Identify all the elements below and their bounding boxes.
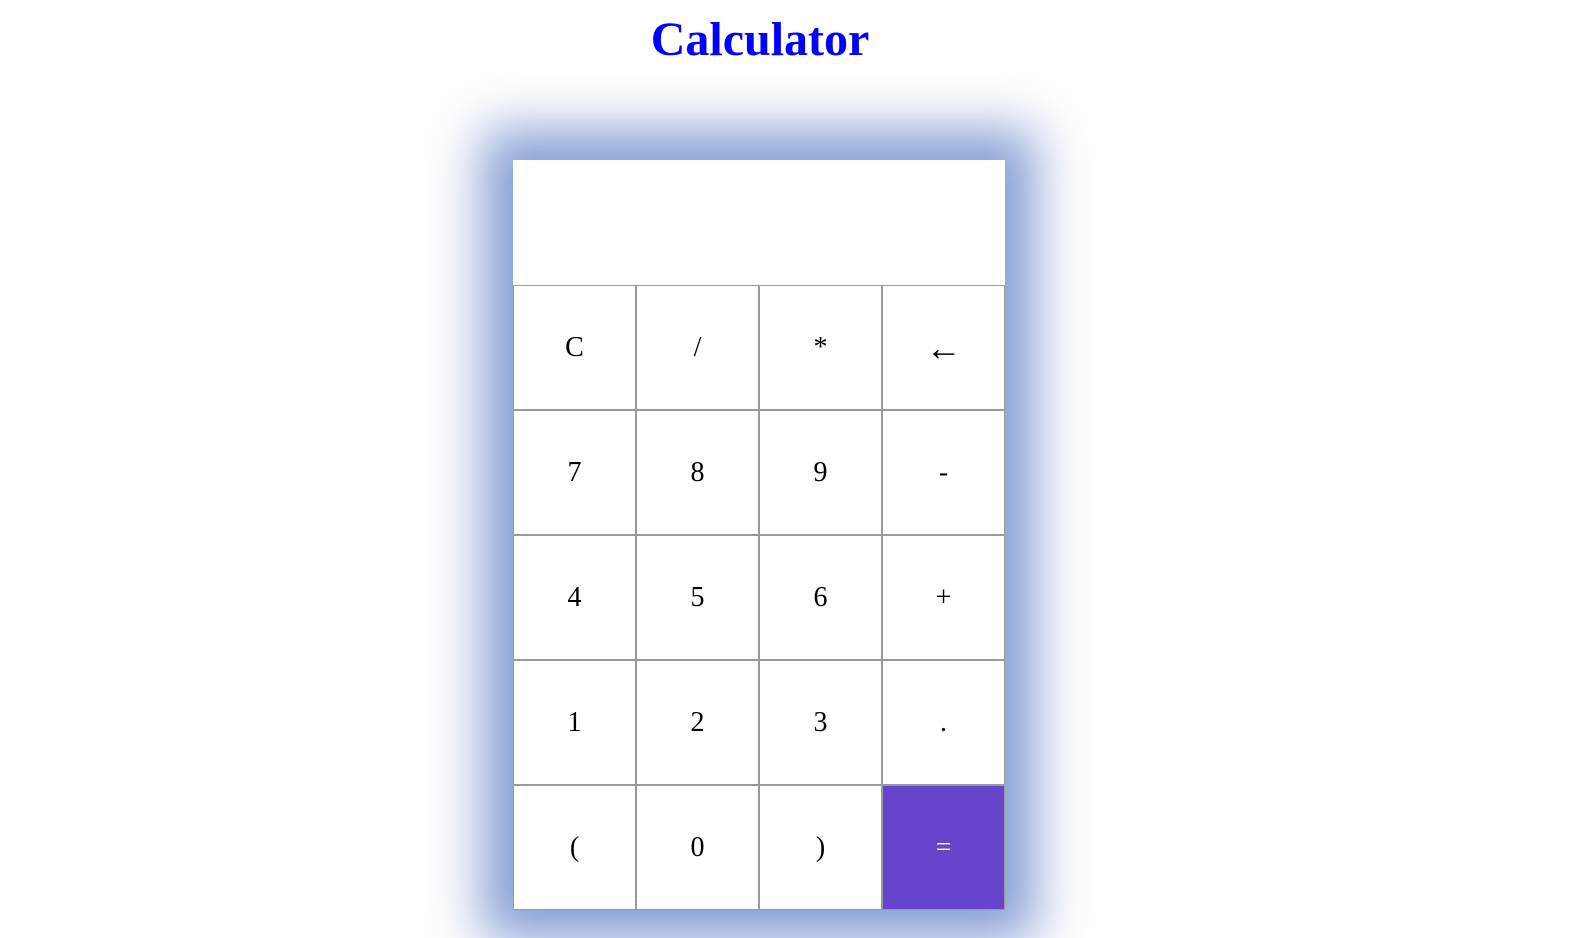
subtract-button[interactable]: - (882, 410, 1005, 535)
digit-1-button[interactable]: 1 (513, 660, 636, 785)
divide-button[interactable]: / (636, 285, 759, 410)
calculator-display[interactable] (513, 160, 1005, 285)
digit-0-button[interactable]: 0 (636, 785, 759, 910)
keypad (513, 285, 1005, 910)
open-paren-button[interactable]: ( (513, 785, 636, 910)
clear-button[interactable]: C (513, 285, 636, 410)
digit-9-button[interactable]: 9 (759, 410, 882, 535)
backspace-button[interactable]: ← (882, 285, 1005, 410)
digit-2-button[interactable]: 2 (636, 660, 759, 785)
digit-4-button[interactable]: 4 (513, 535, 636, 660)
digit-8-button[interactable]: 8 (636, 410, 759, 535)
close-paren-button[interactable]: ) (759, 785, 882, 910)
equals-button[interactable]: = (882, 785, 1005, 910)
add-button[interactable]: + (882, 535, 1005, 660)
decimal-button[interactable]: . (882, 660, 1005, 785)
digit-7-button[interactable]: 7 (513, 410, 636, 535)
digit-3-button[interactable]: 3 (759, 660, 882, 785)
digit-5-button[interactable]: 5 (636, 535, 759, 660)
multiply-button[interactable]: * (759, 285, 882, 410)
calculator (513, 160, 1005, 910)
digit-6-button[interactable]: 6 (759, 535, 882, 660)
page-title: Calculator (650, 13, 870, 66)
